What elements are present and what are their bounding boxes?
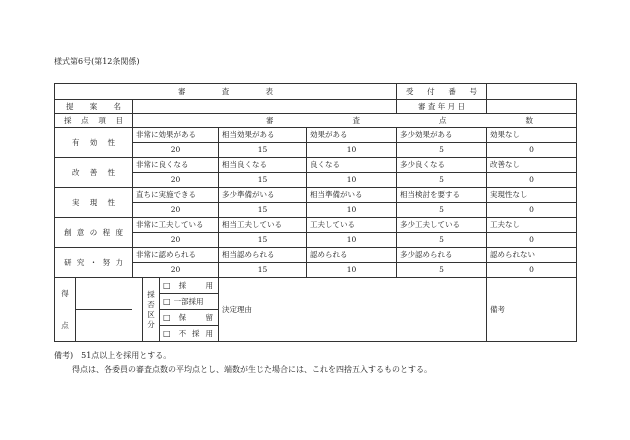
level-cell: 非常に工夫している	[133, 218, 219, 233]
points-cell: 10	[307, 203, 397, 218]
level-cell: 認められる	[307, 248, 397, 263]
points-cell: 0	[487, 173, 577, 188]
receipt-number-field[interactable]	[487, 84, 577, 100]
checkbox-icon[interactable]: □	[163, 328, 171, 338]
points-cell: 15	[219, 173, 307, 188]
points-cell: 15	[219, 263, 307, 278]
checkbox-icon[interactable]: □	[163, 296, 171, 306]
receipt-number-label: 受 付 番 号	[397, 84, 487, 100]
decision-reason-field[interactable]	[219, 278, 487, 342]
review-sheet-table	[54, 83, 577, 342]
points-cell: 0	[487, 233, 577, 248]
points-cell: 20	[133, 263, 219, 278]
level-cell: 非常に良くなる	[133, 158, 219, 173]
points-cell: 5	[397, 203, 487, 218]
criterion-research-effort: 研 究 ・ 努 力	[55, 248, 133, 278]
checkbox-icon[interactable]: □	[163, 312, 171, 322]
level-cell: 多少工夫している	[397, 218, 487, 233]
form-number: 様式第6号(第12条関係)	[54, 57, 140, 66]
points-cell: 15	[219, 143, 307, 158]
points-cell: 0	[487, 263, 577, 278]
level-cell: 工夫なし	[487, 218, 577, 233]
remarks-label: 備考	[490, 304, 505, 314]
option-partial-adopt[interactable]: □ 一部採用	[160, 294, 218, 310]
level-cell: 相当検討を要する	[397, 188, 487, 203]
score-section	[55, 278, 219, 342]
level-cell: 多少準備がいる	[219, 188, 307, 203]
points-cell: 20	[133, 233, 219, 248]
level-cell: 良くなる	[307, 158, 397, 173]
level-cell: 実現性なし	[487, 188, 577, 203]
points-cell: 0	[487, 143, 577, 158]
footnote-line-2: 得点は、各委員の審査点数の平均点とし、端数が生じた場合には、これを四捨五入するものとする。	[72, 365, 432, 374]
level-cell: 認められない	[487, 248, 577, 263]
checkbox-icon[interactable]: □	[163, 280, 171, 290]
points-cell: 5	[397, 263, 487, 278]
score-entry-area[interactable]	[76, 278, 142, 341]
level-cell: 相当良くなる	[219, 158, 307, 173]
level-cell: 改善なし	[487, 158, 577, 173]
points-cell: 20	[133, 173, 219, 188]
level-cell: 多少効果がある	[397, 128, 487, 143]
footnotes	[54, 349, 432, 377]
criterion-feasibility: 実 現 性	[55, 188, 133, 218]
decision-reason-label: 決定理由	[222, 304, 252, 314]
proposal-name-label: 提 案 名	[55, 100, 133, 114]
criterion-improvement: 改 善 性	[55, 158, 133, 188]
points-cell: 20	[133, 143, 219, 158]
level-cell: 工夫している	[307, 218, 397, 233]
review-date-label: 審 査 年 月 日	[397, 100, 487, 114]
score-label: 得 点	[55, 278, 76, 341]
points-cell: 10	[307, 173, 397, 188]
points-cell: 10	[307, 233, 397, 248]
classification-options	[160, 278, 218, 341]
level-cell: 相当効果がある	[219, 128, 307, 143]
level-cell: 多少良くなる	[397, 158, 487, 173]
level-cell: 非常に効果がある	[133, 128, 219, 143]
points-cell: 5	[397, 233, 487, 248]
option-reject[interactable]: □ 不 採 用	[163, 328, 213, 338]
points-cell: 15	[219, 203, 307, 218]
level-cell: 効果がある	[307, 128, 397, 143]
points-cell: 5	[397, 143, 487, 158]
level-cell: 効果なし	[487, 128, 577, 143]
review-date-field[interactable]	[487, 100, 577, 114]
points-cell: 15	[219, 233, 307, 248]
proposal-name-field[interactable]	[133, 100, 397, 114]
criterion-creativity: 創 意 の 程 度	[55, 218, 133, 248]
level-cell: 相当準備がいる	[307, 188, 397, 203]
level-cell: 相当工夫している	[219, 218, 307, 233]
points-cell: 20	[133, 203, 219, 218]
level-cell: 非常に認められる	[133, 248, 219, 263]
option-adopt[interactable]: □ 採 用	[160, 278, 218, 294]
points-cell: 10	[307, 263, 397, 278]
classification-label: 採 否 区 分	[142, 278, 160, 341]
level-cell: 多少認められる	[397, 248, 487, 263]
scoring-items-label: 採 点 項 目	[55, 114, 133, 128]
points-cell: 0	[487, 203, 577, 218]
points-cell: 5	[397, 173, 487, 188]
sheet-title: 審 査 表	[55, 84, 397, 100]
footnote-line-1: 備考) 51点以上を採用とする。	[54, 351, 172, 360]
level-cell: 相当認められる	[219, 248, 307, 263]
points-cell: 10	[307, 143, 397, 158]
option-hold[interactable]: □ 保 留	[160, 310, 218, 326]
remarks-field[interactable]	[487, 278, 577, 342]
level-cell: 直ちに実施できる	[133, 188, 219, 203]
score-header: 審 査 点 数	[133, 114, 577, 128]
criterion-effectiveness: 有 効 性	[55, 128, 133, 158]
